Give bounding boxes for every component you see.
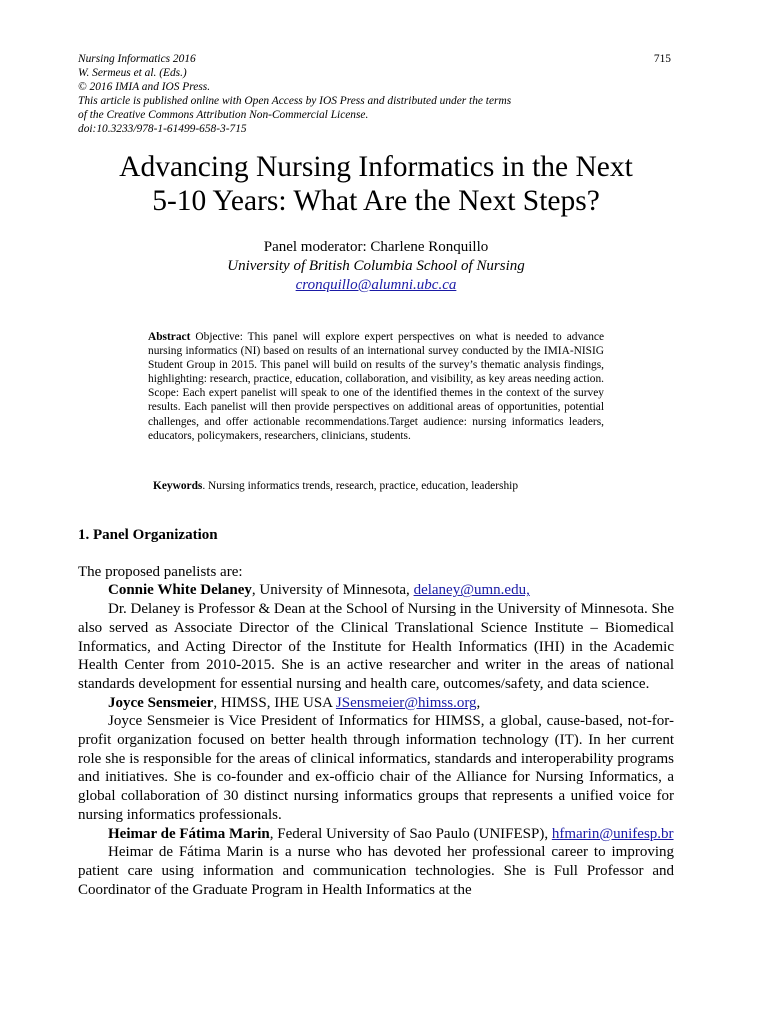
panelist-1-affiliation: , University of Minnesota, (251, 582, 414, 599)
panelist-2-trail: , (476, 694, 481, 711)
panelist-2-bio: Joyce Sensmeier is Vice President of Informatics for HIMSS, a global, cause-based, not-for-profit organization focused on better health through information technology (IT). In her current role she is responsible for the areas of clinical informatics, standards and interoperability programs and initiatives. She is co-founder and ex-officio chair of the Alliance for Nursing Informatics, a global collaboration of 30 distinct nursing informatics groups that represents a unified voice for nursing informatics professionals. (78, 713, 674, 823)
panelist-1-line (78, 581, 674, 600)
title-line-2: 5-10 Years: What Are the Next Steps? (152, 185, 600, 217)
panelist-2-name: Joyce Sensmeier (108, 694, 214, 711)
license-line-2: of the Creative Commons Attribution Non-Commercial License. (78, 109, 369, 121)
journal-name: Nursing Informatics 2016 (78, 53, 196, 65)
panelist-3-name: Heimar de Fátima Marin (108, 825, 270, 842)
affiliation: University of British Columbia School of Nursing (227, 258, 525, 274)
panelist-2-affiliation: , HIMSS, IHE USA (213, 694, 336, 711)
panelist-3-affiliation: , Federal University of Sao Paulo (UNIFESP), (269, 825, 552, 842)
running-header (78, 52, 674, 136)
keywords-text: . Nursing informatics trends, research, practice, education, leadership (202, 479, 519, 492)
panelist-2-email-link[interactable]: JSensmeier@himss.org (335, 694, 477, 711)
panelist-3-email-link[interactable]: hfmarin@unifesp.br (551, 825, 674, 842)
license-line-1: This article is published online with Open Access by IOS Press and distributed under the terms (78, 95, 512, 107)
moderator: Panel moderator: Charlene Ronquillo (263, 239, 489, 255)
copyright: © 2016 IMIA and IOS Press. (78, 81, 211, 93)
keywords-label: Keywords (153, 479, 203, 492)
section-body (78, 563, 674, 900)
editors: W. Sermeus et al. (Eds.) (78, 67, 187, 79)
keywords (153, 479, 604, 493)
author-email-link[interactable]: cronquillo@alumni.ubc.ca (295, 277, 457, 293)
panelist-1-bio: Dr. Delaney is Professor & Dean at the School of Nursing in the University of Minnesota. She also served as Associate Director of the Clinical Translational Science Institute – Biomedical Informatics, and Acting Director of the Institute for Health Informatics (IHI) in the Academic Health Center from 2010-2015. She is an active researcher and writer in the areas of national standards development for essential nursing and health care, outcomes/safety, and data science. (78, 601, 674, 692)
panelist-3-line (78, 825, 674, 844)
abstract-text: Objective: This panel will explore expert perspectives on what is needed to advance nursing informatics (NI) based on results of an international survey conducted by the IMIA-NISIG Student Group in 2015. This panel will build on results of the survey’s thematic analysis findings, highlighting: research, practice, education, collaboration, and visibility, as key areas needing action. Scope: Each expert panelist will speak to one of the identified themes in the context of the survey results. Each panelist will then provide perspectives on additional areas of opportunities, potential challenges, and offer actionable recommendations.Target audience: nursing informatics leaders, educators, policymakers, researchers, clinicians, students. (148, 331, 604, 442)
abstract (148, 330, 604, 443)
page-number: 715 (653, 53, 671, 65)
doi: doi:10.3233/978-1-61499-658-3-715 (78, 123, 247, 135)
title-line-1: Advancing Nursing Informatics in the Next (119, 151, 633, 183)
panelist-2-line (78, 694, 674, 713)
panelist-1-email-link[interactable]: delaney@umn.edu, (413, 582, 530, 599)
author-block (78, 238, 674, 295)
section-intro: The proposed panelists are: (78, 563, 243, 580)
section-heading: 1. Panel Organization (78, 526, 218, 543)
panelist-3-bio: Heimar de Fátima Marin is a nurse who has devoted her professional career to improving patient care using information and communication technologies. She is Full Professor and Coordinator of the Graduate Program in Health Informatics at the (78, 844, 674, 898)
paper-page (78, 52, 674, 899)
paper-title (78, 150, 674, 218)
abstract-label: Abstract (148, 331, 191, 343)
panelist-1-name: Connie White Delaney (108, 582, 252, 599)
